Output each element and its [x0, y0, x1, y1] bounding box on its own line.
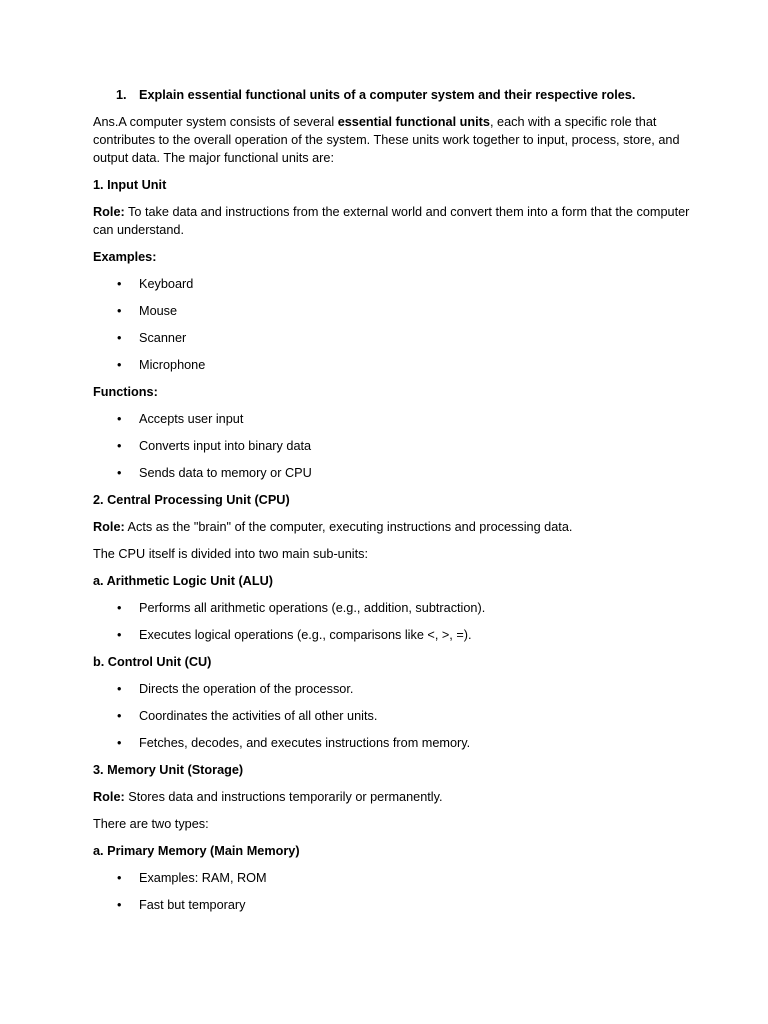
answer-intro-suffix: , each with a specific role that contributes to the overall operation of the system. These units work together to input, process, store, and output data. The major functional units are: [93, 115, 680, 165]
question-text: Explain essential functional units of a computer system and their respective roles. [139, 88, 636, 102]
list-item [93, 275, 693, 293]
list-item [93, 680, 693, 698]
input-unit-heading: 1. Input Unit [93, 178, 167, 192]
list-item-text: Performs all arithmetic operations (e.g., addition, subtraction). [139, 601, 486, 615]
bullet-icon: • [117, 412, 122, 426]
list-item-text: Sends data to memory or CPU [139, 466, 312, 480]
list-item [93, 302, 693, 320]
list-item [93, 437, 693, 455]
input-role-label: Role: [93, 205, 125, 219]
list-item-text: Converts input into binary data [139, 439, 312, 453]
list-item-text: Executes logical operations (e.g., comparisons like <, >, =). [139, 628, 472, 642]
bullet-icon: • [117, 601, 122, 615]
memory-role [93, 788, 693, 806]
alu-heading: a. Arithmetic Logic Unit (ALU) [93, 574, 273, 588]
list-item [93, 626, 693, 644]
list-item-text: Coordinates the activities of all other units. [139, 709, 378, 723]
memory-heading: 3. Memory Unit (Storage) [93, 763, 244, 777]
bullet-icon: • [117, 439, 122, 453]
cu-heading: b. Control Unit (CU) [93, 655, 212, 669]
bullet-icon: • [117, 466, 122, 480]
bullet-icon: • [117, 898, 122, 912]
bullet-icon: • [117, 331, 122, 345]
bullet-icon: • [117, 277, 122, 291]
bullet-icon: • [117, 358, 122, 372]
list-item-text: Directs the operation of the processor. [139, 682, 354, 696]
examples-label: Examples: [93, 250, 157, 264]
list-item [93, 734, 693, 752]
memory-types-text: There are two types: [93, 817, 209, 831]
list-item-text: Scanner [139, 331, 187, 345]
question-number: 1. [116, 88, 127, 102]
bullet-icon: • [117, 628, 122, 642]
memory-role-label: Role: [93, 790, 125, 804]
list-item-text: Mouse [139, 304, 178, 318]
question-heading [93, 86, 693, 104]
primary-memory-heading: a. Primary Memory (Main Memory) [93, 844, 300, 858]
cpu-heading: 2. Central Processing Unit (CPU) [93, 493, 290, 507]
answer-intro [93, 113, 693, 167]
answer-intro-bold: essential functional units [337, 115, 490, 129]
list-item [93, 329, 693, 347]
cpu-subunits-text: The CPU itself is divided into two main sub-units: [93, 547, 369, 561]
list-item [93, 410, 693, 428]
cpu-role-label: Role: [93, 520, 125, 534]
bullet-icon: • [117, 304, 122, 318]
list-item [93, 707, 693, 725]
list-item [93, 599, 693, 617]
list-item-text: Fast but temporary [139, 898, 246, 912]
list-item-text: Examples: RAM, ROM [139, 871, 267, 885]
bullet-icon: • [117, 736, 122, 750]
list-item-text: Accepts user input [139, 412, 244, 426]
list-item [93, 356, 693, 374]
answer-intro-prefix: Ans.A computer system consists of several [93, 115, 338, 129]
bullet-icon: • [117, 871, 122, 885]
list-item [93, 464, 693, 482]
list-item [93, 869, 693, 887]
bullet-icon: • [117, 709, 122, 723]
list-item-text: Keyboard [139, 277, 194, 291]
list-item [93, 896, 693, 914]
input-role-text: To take data and instructions from the external world and convert them into a form that the computer can understand. [93, 205, 690, 237]
list-item-text: Microphone [139, 358, 206, 372]
memory-role-text: Stores data and instructions temporarily or permanently. [124, 790, 443, 804]
bullet-icon: • [117, 682, 122, 696]
cpu-role-text: Acts as the "brain" of the computer, executing instructions and processing data. [124, 520, 573, 534]
list-item-text: Fetches, decodes, and executes instructions from memory. [139, 736, 471, 750]
input-unit-role [93, 203, 693, 239]
cpu-role [93, 518, 693, 536]
functions-label: Functions: [93, 385, 158, 399]
document-page [93, 86, 693, 923]
